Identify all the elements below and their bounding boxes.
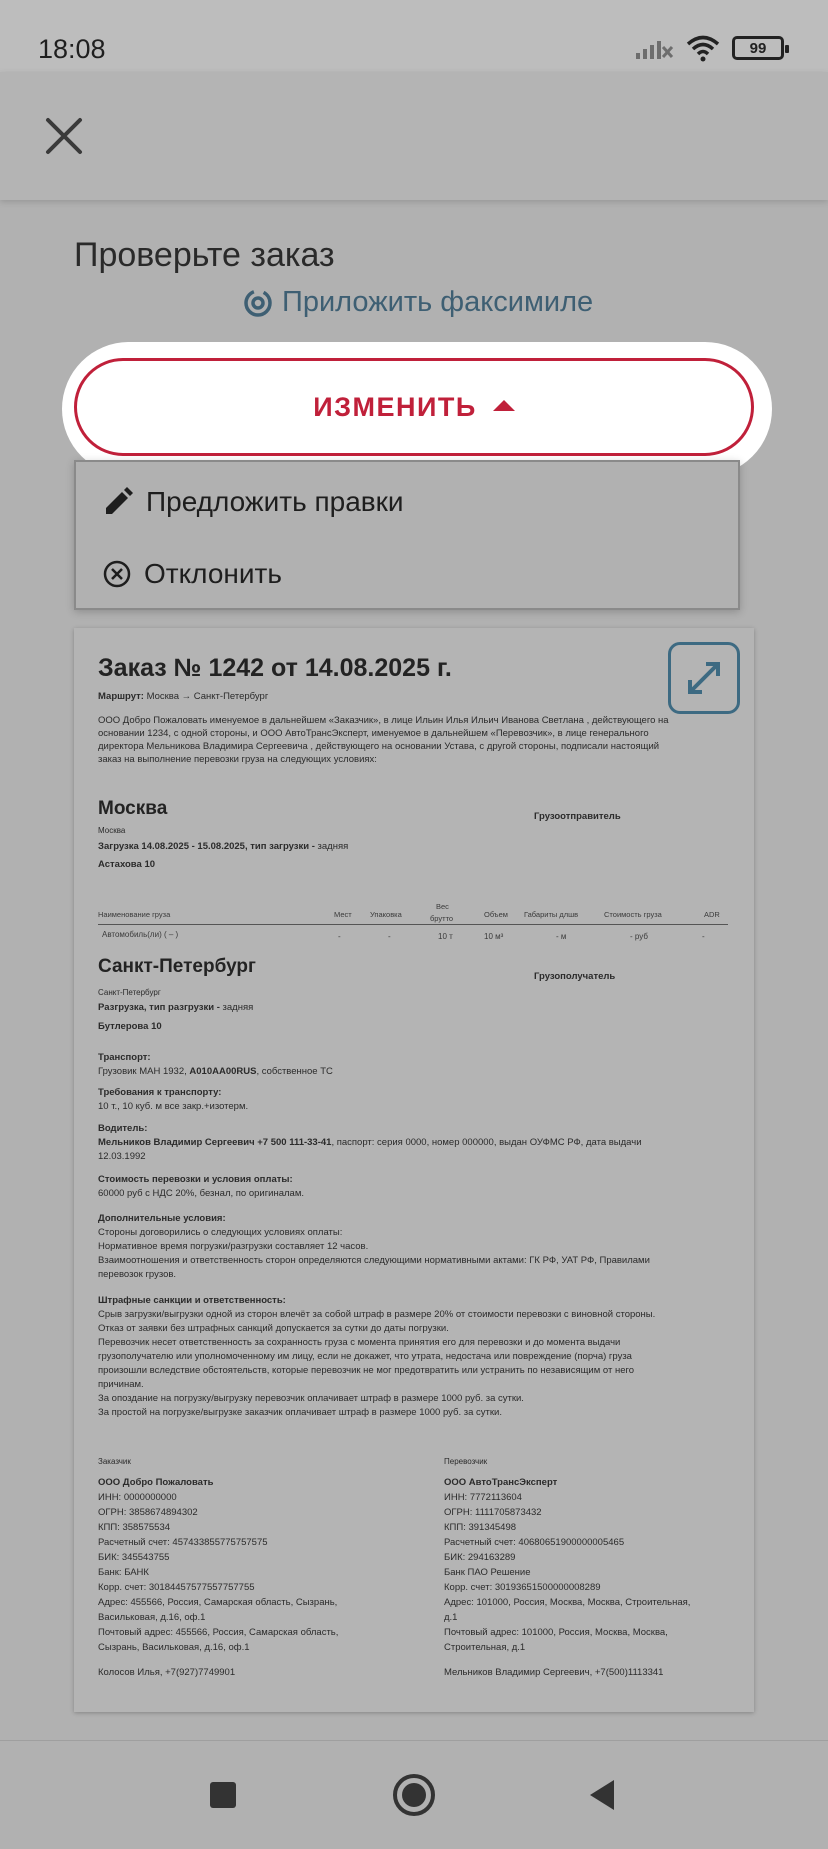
cell-places: -: [338, 932, 341, 941]
consignee-role: Грузополучатель: [534, 971, 616, 982]
col-adr: ADR: [704, 910, 720, 919]
cargo-table-header: [98, 896, 728, 932]
unloading-address: Бутлерова 10: [98, 1021, 162, 1032]
customer-line: Сызрань, Васильковая, д.16, оф.1: [98, 1642, 250, 1653]
requirements-label: Требования к транспорту:: [98, 1087, 222, 1098]
customer-line: Адрес: 455566, Россия, Самарская область, Сызрань,: [98, 1597, 338, 1608]
menu-item-decline[interactable]: [102, 554, 282, 594]
carrier-line: Адрес: 101000, Россия, Москва, Москва, Строительная,: [444, 1597, 691, 1608]
cancel-circle-icon: [102, 559, 132, 589]
customer-name: ООО Добро Пожаловать: [98, 1477, 214, 1488]
customer-contact: Колосов Илья, +7(927)7749901: [98, 1667, 236, 1678]
facsimile-icon: [242, 287, 274, 319]
customer-line: Почтовый адрес: 455566, Россия, Самарская область,: [98, 1627, 339, 1638]
carrier-line: Корр. счет: 30193651500000008289: [444, 1582, 601, 1593]
carrier-role: Перевозчик: [444, 1457, 488, 1466]
loading-type: задняя: [317, 841, 349, 852]
unloading-dates-label: Разгрузка, тип разгрузки -: [98, 1002, 220, 1013]
back-button[interactable]: [578, 1771, 626, 1819]
driver-label: Водитель:: [98, 1123, 148, 1134]
unloading-city: Санкт-Петербург: [98, 956, 256, 977]
penalty-line: Перевозчик несет ответственность за сохранность груза с момента принятия его для перевозки и до момента выдачи: [98, 1337, 621, 1348]
unloading-subcity: Санкт-Петербург: [98, 988, 161, 997]
carrier-line: Строительная, д.1: [444, 1642, 526, 1653]
loading-dates: [98, 840, 348, 854]
cell-cost: - руб: [630, 932, 648, 941]
requirements-value: 10 т., 10 куб. м все закр.+изотерм.: [98, 1101, 249, 1112]
route-to: Санкт-Петербург: [193, 691, 269, 702]
penalty-line: причинам.: [98, 1379, 144, 1390]
table-divider: [98, 924, 728, 925]
penalty-line: Отказ от заявки без штрафных санкций допускается за сутки до даты погрузки.: [98, 1323, 449, 1334]
attach-facsimile-link[interactable]: [242, 286, 593, 319]
carrier-line: БИК: 294163289: [444, 1552, 516, 1563]
route-line: [98, 690, 268, 704]
status-bar: [0, 0, 828, 72]
page-title: Проверьте заказ: [74, 236, 335, 274]
edit-button-label: ИЗМЕНИТЬ: [313, 391, 477, 422]
carrier-line: Банк ПАО Решение: [444, 1567, 531, 1578]
recents-button[interactable]: [199, 1771, 247, 1819]
extra-line: перевозок грузов.: [98, 1269, 177, 1280]
penalty-line: произошли вследствие обстоятельств, которые перевозчик не мог предотвратить или устранить по независящим от него: [98, 1365, 635, 1376]
col-volume: Объем: [484, 910, 508, 919]
extra-line: Нормативное время погрузки/разгрузки составляет 12 часов.: [98, 1241, 369, 1252]
intro-line: заказ на выполнение перевозки груза на следующих условиях:: [98, 754, 377, 765]
transport-label: Транспорт:: [98, 1052, 151, 1063]
loading-city: Москва: [98, 798, 168, 819]
cost-value: 60000 руб с НДС 20%, безнал, по оригиналам.: [98, 1188, 305, 1199]
loading-dates-label: Загрузка 14.08.2025 - 15.08.2025, тип загрузки -: [98, 841, 315, 852]
system-navigation-bar: [0, 1740, 828, 1849]
penalty-label: Штрафные санкции и ответственность:: [98, 1295, 286, 1306]
route-label: Маршрут:: [98, 691, 144, 702]
loading-address: Астахова 10: [98, 859, 156, 870]
penalty-line: За простой на погрузке/выгрузке заказчик оплачивает штраф в размере 1000 руб. за сутки.: [98, 1407, 502, 1418]
cell-dimensions: - м: [556, 932, 567, 941]
extra-conditions-label: Дополнительные условия:: [98, 1213, 226, 1224]
extra-line: Взаимоотношения и ответственность сторон определяются следующими нормативными актами: ГК РФ, УАТ РФ, Правилами: [98, 1255, 650, 1266]
col-dimensions: Габариты длшв: [524, 910, 579, 919]
app-bar: [0, 72, 828, 200]
customer-role: Заказчик: [98, 1457, 131, 1466]
wifi-icon: [686, 34, 720, 62]
cell-cargo-name: Автомобиль(ли) ( – ): [102, 930, 179, 939]
penalty-line: Срыв загрузки/выгрузки одной из сторон влечёт за собой штраф в размере 20% от стоимости перевозки с виновной стороны.: [98, 1309, 656, 1320]
intro-line: ООО Добро Пожаловать именуемое в дальнейшем «Заказчик», в лице Ильин Илья Ильич Иванова Светлана , действующего на: [98, 715, 669, 726]
unloading-type: задняя: [222, 1002, 254, 1013]
penalty-line: грузополучателю или уполномоченному им лицу, если не докажет, что утрата, недостача или повреждение (порча) груза: [98, 1351, 632, 1362]
carrier-line: Почтовый адрес: 101000, Россия, Москва, Москва,: [444, 1627, 668, 1638]
carrier-line: д.1: [444, 1612, 458, 1623]
carrier-line: КПП: 391345498: [444, 1522, 517, 1533]
carrier-name: ООО АвтоТрансЭксперт: [444, 1477, 558, 1488]
cell-packaging: -: [388, 932, 391, 941]
chevron-up-icon: [493, 400, 515, 411]
transport-plate: А010АА00RUS: [189, 1066, 257, 1077]
extra-line: Стороны договорились о следующих условиях оплаты:: [98, 1227, 343, 1238]
edit-button[interactable]: [74, 358, 754, 456]
cell-weight: 10 т: [438, 932, 453, 941]
status-time: 18:08: [38, 34, 106, 64]
carrier-line: ОГРН: 1111705873432: [444, 1507, 542, 1518]
menu-item-suggest-edits[interactable]: [102, 482, 404, 522]
driver-name: Мельников Владимир Сергеевич +7 500 111-33-41: [98, 1137, 332, 1148]
intro-line: директора Мельникова Владимира Сергеевича , действующего на основании Устава, с другой стороны, подписали настоящий: [98, 741, 660, 752]
col-places: Мест: [334, 910, 352, 919]
carrier-line: Расчетный счет: 40680651900000005465: [444, 1537, 625, 1548]
col-weight: Вес: [436, 902, 449, 911]
home-button[interactable]: [390, 1771, 438, 1819]
edit-dropdown-menu: [74, 460, 740, 610]
back-triangle-icon: [586, 1777, 618, 1813]
col-weight-gross: брутто: [430, 914, 454, 923]
loading-subcity: Москва: [98, 826, 126, 835]
carrier-details: [444, 1454, 754, 1680]
signal-icon: [634, 35, 674, 61]
shipper-role: Грузоотправитель: [534, 811, 621, 822]
customer-line: КПП: 358575534: [98, 1522, 171, 1533]
transport-vehicle: Грузовик МАН 1932,: [98, 1066, 187, 1077]
expand-icon: [682, 656, 726, 700]
transport-ownership: , собственное ТС: [256, 1066, 333, 1077]
customer-line: ИНН: 0000000000: [98, 1492, 177, 1503]
document-title: Заказ № 1242 от 14.08.2025 г.: [98, 654, 452, 682]
customer-line: Корр. счет: 30184457577557757755: [98, 1582, 255, 1593]
battery-level: 99: [749, 39, 767, 57]
home-circle-icon: [392, 1773, 436, 1817]
customer-details: [98, 1454, 408, 1680]
intro-line: основании 1234, с одной стороны, и ООО АвтоТрансЭксперт, именуемое в дальнейшем «Перевозчик», в лице генерального: [98, 728, 649, 739]
customer-line: Васильковая, д.16, оф.1: [98, 1612, 206, 1623]
battery-icon: [732, 36, 784, 60]
unloading-dates: [98, 1001, 253, 1015]
cell-adr: -: [702, 932, 705, 941]
cost-label: Стоимость перевозки и условия оплаты:: [98, 1174, 293, 1185]
transport-value: [98, 1065, 333, 1079]
menu-item-label: Предложить правки: [146, 486, 404, 517]
customer-line: ОГРН: 3858674894302: [98, 1507, 198, 1518]
menu-item-label: Отклонить: [144, 558, 282, 589]
col-packaging: Упаковка: [370, 910, 402, 919]
carrier-line: ИНН: 7772113604: [444, 1492, 522, 1503]
recents-square-icon: [207, 1779, 239, 1811]
customer-line: БИК: 345543755: [98, 1552, 170, 1563]
close-icon[interactable]: [40, 112, 88, 160]
driver-passport: , паспорт: серия 0000, номер 000000, выдан ОУФМС РФ, дата выдачи: [331, 1137, 642, 1148]
attach-facsimile-label: Приложить факсимиле: [282, 286, 594, 318]
cell-volume: 10 м³: [484, 932, 504, 941]
customer-line: Банк: БАНК: [98, 1567, 149, 1578]
status-icons: [634, 34, 784, 62]
route-arrow: →: [181, 691, 192, 702]
order-document-preview[interactable]: [74, 628, 754, 1712]
customer-line: Расчетный счет: 457433855775757575: [98, 1537, 268, 1548]
driver-line: [98, 1136, 642, 1150]
expand-button[interactable]: [668, 642, 740, 714]
pencil-icon: [102, 486, 134, 518]
penalty-line: За опоздание на погрузку/выгрузку перевозчик оплачивает штраф в размере 1000 руб. за сутки.: [98, 1393, 524, 1404]
col-cargo-name: Наименование груза: [98, 910, 171, 919]
route-from: Москва: [146, 691, 180, 702]
driver-passport-date: 12.03.1992: [98, 1151, 146, 1162]
col-cost: Стоимость груза: [604, 910, 662, 919]
carrier-contact: Мельников Владимир Сергеевич, +7(500)1113341: [444, 1667, 664, 1678]
